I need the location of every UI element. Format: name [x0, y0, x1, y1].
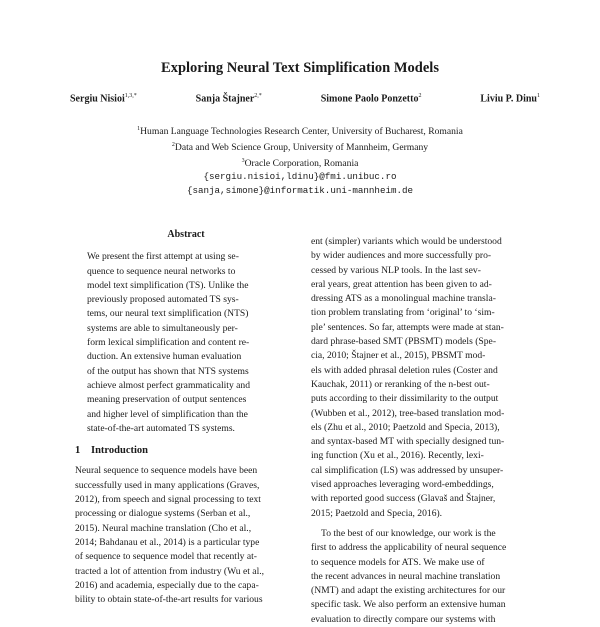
abstract-body: [75, 250, 297, 436]
text-line: model text simplification (TS). Unlike the: [87, 279, 249, 291]
affiliation-sup: 1: [137, 126, 141, 132]
text-line: (NMT) and adapt the existing architectures for our: [311, 585, 506, 597]
text-line: tion problem translating from ‘original’ to ‘sim-: [311, 307, 495, 319]
text-line: achieve almost perfect grammaticality and: [87, 379, 251, 391]
text-line: meaning preservation of output sentences: [87, 394, 247, 406]
text-line: els (Zhu et al., 2010; Paetzold and Specia, 2013),: [311, 421, 500, 433]
author: [321, 93, 422, 104]
affiliation-text: Human Language Technologies Research Center, University of Bucharest, Romania: [140, 126, 463, 138]
text-line: successfully used in many applications (Graves,: [75, 479, 260, 491]
affiliations: [0, 123, 600, 198]
text-line: Neural sequence to sequence models have been: [75, 465, 258, 477]
affiliation-sup: 2: [171, 141, 175, 148]
text-line: evaluation to directly compare our systems with: [311, 613, 496, 625]
text-line: state-of-the-art automated TS systems.: [87, 422, 235, 434]
text-line: with reported good success (Glavaš and Štajner,: [311, 493, 496, 505]
text-line: bility to obtain state-of-the-art results for various: [75, 594, 263, 606]
text-line: cia, 2010; Štajner et al., 2015), PBSMT mod-: [311, 350, 486, 362]
text-line: cessed by various NLP tools. In the last sev-: [311, 264, 481, 276]
affiliation-text: Data and Web Science Group, University of Mannheim, Germany: [174, 141, 429, 153]
text-line: form lexical simplification and content re-: [87, 337, 250, 349]
author-sup: 1,3,*: [124, 93, 137, 99]
section-number: 1: [75, 445, 81, 457]
right-column: [311, 235, 533, 627]
text-line: puts according to their dissimilarity to the output: [311, 393, 499, 405]
text-line: tems, our neural text simplification (NTS): [87, 308, 249, 320]
author: [196, 93, 262, 104]
text-line: cal simplification (LS) was addressed by unsuper-: [311, 464, 504, 476]
text-line: 2015). Neural machine translation (Cho et al.,: [75, 522, 252, 534]
text-line: ple’ sentences. So far, attempts were made at stan-: [311, 321, 504, 333]
text-line: the recent advances in neural machine translation: [311, 570, 501, 582]
paper-title: Exploring Neural Text Simplification Models: [161, 60, 439, 76]
affiliation-text: Oracle Corporation, Romania: [244, 157, 359, 169]
section-title: Introduction: [91, 445, 148, 457]
author-name: Liviu P. Dinu: [480, 93, 537, 105]
text-line: eral years, great attention has been given to ad-: [311, 278, 492, 290]
text-line: duction. An extensive human evaluation: [87, 351, 242, 363]
text-line: systems are able to simultaneously per-: [87, 322, 238, 334]
text-line: 2016) and academia, especially due to the capa-: [75, 579, 259, 591]
paragraph: [311, 527, 533, 627]
author-sup: 2,*: [254, 93, 262, 99]
text-line: previously proposed automated TS sys-: [87, 294, 239, 306]
intro-paragraph: [75, 464, 297, 607]
text-line: To the best of our knowledge, our work is the: [321, 527, 496, 539]
text-line: processing or dialogue systems (Serban et al.,: [75, 508, 251, 520]
affiliation: [0, 123, 600, 139]
text-line: and higher level of simplification than the: [87, 408, 248, 420]
text-line: 2014; Bahdanau et al., 2014) is a particular type: [75, 536, 260, 548]
text-line: We present the first attempt at using se-: [87, 251, 239, 263]
author: [70, 93, 137, 104]
affiliation: [0, 155, 600, 171]
text-line: of the output has shown that NTS systems: [87, 365, 249, 377]
email: {sergiu.nisioi,ldinu}@fmi.unibuc.ro: [203, 171, 397, 183]
text-line: specific task. We also perform an extensive human: [311, 599, 506, 611]
author-list: [70, 93, 540, 104]
text-line: ing function (Xu et al., 2016). Recently, lexi-: [311, 450, 484, 462]
author-sup: 2: [418, 93, 422, 99]
paragraph: [311, 235, 533, 521]
left-column: [75, 228, 297, 607]
text-line: ent (simpler) variants which would be understood: [311, 236, 502, 247]
text-line: of sequence to sequence model that recently at-: [75, 551, 257, 563]
text-line: quence to sequence neural networks to: [87, 265, 236, 277]
text-line: els with added phrasal deletion rules (Coster and: [311, 364, 498, 376]
affiliation-sup: 3: [241, 157, 245, 164]
text-line: 2012), from speech and signal processing to text: [75, 494, 261, 506]
author-name: Sanja Štajner: [195, 93, 255, 105]
text-line: (Wubben et al., 2012), tree-based translation mod-: [311, 407, 505, 419]
text-line: by wider audiences and more successfully pro-: [311, 250, 492, 262]
text-line: dard phrase-based SMT (PBSMT) models (Spe-: [311, 336, 497, 348]
affiliation: [0, 139, 600, 155]
text-line: tracted a lot of attention from industry (Wu et al.,: [75, 565, 265, 577]
email: {sanja,simone}@informatik.uni-mannheim.de: [186, 184, 414, 196]
text-line: and syntax-based MT with specially designed tun-: [311, 436, 505, 448]
author-name: Sergiu Nisioi: [70, 93, 125, 105]
text-line: dressing ATS as a monolingual machine transla-: [311, 293, 496, 305]
abstract-heading: Abstract: [167, 229, 205, 240]
text-line: vised approaches leveraging word-embeddings,: [311, 479, 494, 491]
section-heading: [75, 444, 297, 458]
text-line: 2015; Paetzold and Specia, 2016).: [311, 507, 443, 519]
author-sup: 1: [537, 93, 540, 99]
author-name: Simone Paolo Ponzetto: [320, 93, 419, 105]
text-line: to sequence models for ATS. We make use of: [311, 556, 485, 568]
text-line: first to address the applicability of neural sequence: [311, 542, 507, 554]
text-line: Kauchak, 2011) or reranking of the n-best out-: [311, 378, 490, 390]
author: [480, 93, 540, 104]
